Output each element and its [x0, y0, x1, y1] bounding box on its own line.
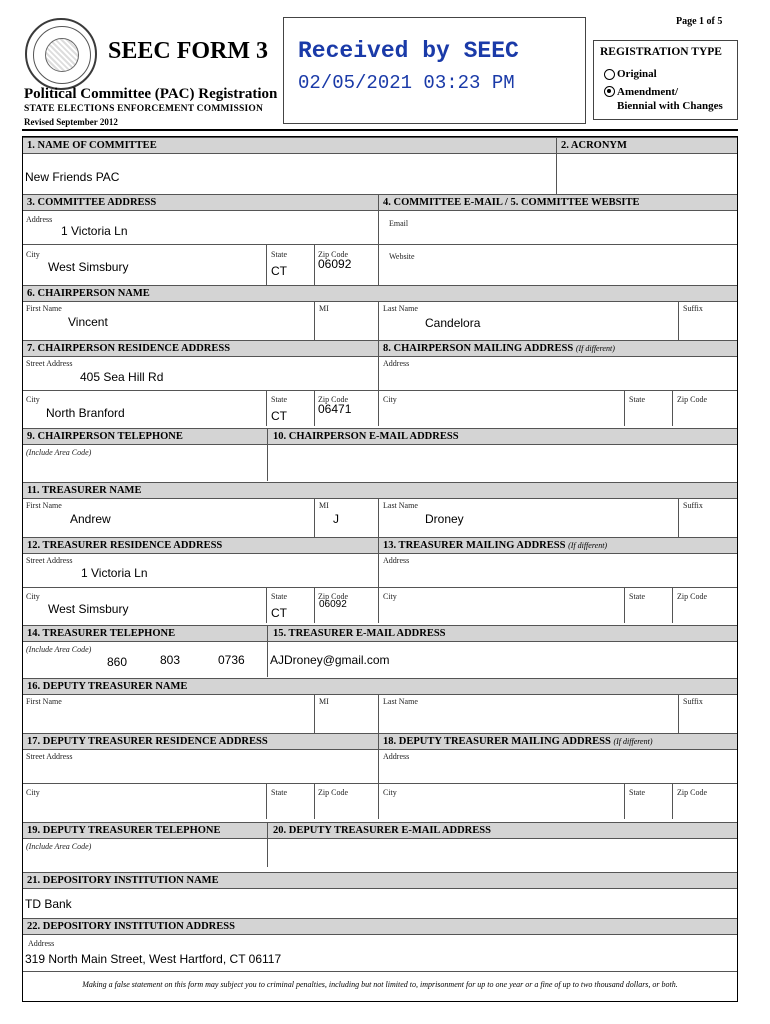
committee-address-label: Address [26, 215, 53, 224]
depository-address-field[interactable]: 319 North Main Street, West Hartford, CT 06117 [25, 952, 282, 966]
section-18-title [383, 736, 653, 747]
section-16-title: 16. DEPUTY TREASURER NAME [27, 681, 188, 692]
treas-street-field[interactable]: 1 Victoria Ln [81, 566, 148, 580]
committee-state-field[interactable]: CT [271, 264, 287, 278]
committee-city-field[interactable]: West Simsbury [48, 260, 129, 274]
treas-city-label: City [26, 592, 40, 601]
radio-amendment[interactable] [604, 86, 615, 97]
section-21-title: 21. DEPOSITORY INSTITUTION NAME [27, 875, 219, 886]
section-header-12-13 [23, 537, 737, 554]
chair-first-label: First Name [26, 304, 62, 313]
chair-city-field[interactable]: North Branford [46, 406, 125, 420]
section-header-21 [23, 872, 737, 889]
section-header-7-8 [23, 340, 737, 357]
section-1-title: 1. NAME OF COMMITTEE [27, 140, 157, 151]
received-timestamp: 02/05/2021 03:23 PM [298, 72, 515, 94]
section-13-note: (If different) [568, 541, 608, 550]
treas-first-label: First Name [26, 501, 62, 510]
section-11-title: 11. TREASURER NAME [27, 485, 142, 496]
seec-seal-logo [25, 18, 97, 90]
section-10-title: 10. CHAIRPERSON E-MAIL ADDRESS [273, 431, 459, 442]
section-header-16 [23, 678, 737, 695]
deputy-last-label: Last Name [383, 697, 418, 706]
chair-phone-label: (Include Area Code) [26, 448, 92, 457]
radio-amendment-label: Amendment/ [617, 86, 679, 98]
section-6-title: 6. CHAIRPERSON NAME [27, 288, 150, 299]
chair-mail-state-label: State [629, 395, 645, 404]
radio-original[interactable] [604, 69, 615, 80]
treas-mi-label: MI [319, 501, 329, 510]
section-7-title: 7. CHAIRPERSON RESIDENCE ADDRESS [27, 343, 231, 354]
section-header-9-10 [23, 428, 737, 445]
treas-suffix-label: Suffix [683, 501, 703, 510]
section-header-17-18 [23, 733, 737, 750]
form-title: SEEC FORM 3 [108, 38, 269, 64]
radio-original-label: Original [617, 68, 657, 80]
section-header-6 [23, 285, 737, 302]
section-header-19-20 [23, 822, 737, 839]
revision-date: Revised September 2012 [24, 117, 118, 127]
deputy-city-label: City [26, 788, 40, 797]
section-header-14-15 [23, 625, 737, 642]
chair-mail-address-label: Address [383, 359, 410, 368]
agency-name: STATE ELECTIONS ENFORCEMENT COMMISSION [24, 104, 264, 114]
section-17-title: 17. DEPUTY TREASURER RESIDENCE ADDRESS [27, 736, 268, 747]
treas-state-field[interactable]: CT [271, 606, 287, 620]
section-18-text: 18. DEPUTY TREASURER MAILING ADDRESS [383, 736, 611, 747]
chair-city-label: City [26, 395, 40, 404]
chair-mail-zip-label: Zip Code [677, 395, 707, 404]
deputy-mail-state-label: State [629, 788, 645, 797]
header-divider [22, 129, 738, 131]
deputy-first-label: First Name [26, 697, 62, 706]
treas-phone-line[interactable]: 0736 [218, 653, 245, 667]
chair-street-label: Street Address [26, 359, 73, 368]
chair-state-label: State [271, 395, 287, 404]
treas-state-label: State [271, 592, 287, 601]
section-22-title: 22. DEPOSITORY INSTITUTION ADDRESS [27, 921, 235, 932]
deputy-mail-city-label: City [383, 788, 397, 797]
deputy-suffix-label: Suffix [683, 697, 703, 706]
section-15-title: 15. TREASURER E-MAIL ADDRESS [273, 628, 446, 639]
treas-mail-city-label: City [383, 592, 397, 601]
section-4-5-title: 4. COMMITTEE E-MAIL / 5. COMMITTEE WEBSITE [383, 197, 640, 208]
treas-first-field[interactable]: Andrew [70, 512, 111, 526]
committee-city-label: City [26, 250, 40, 259]
section-header-11 [23, 482, 737, 499]
chair-first-field[interactable]: Vincent [68, 315, 108, 329]
form-subtitle: Political Committee (PAC) Registration [24, 86, 278, 102]
treas-city-field[interactable]: West Simsbury [48, 602, 129, 616]
chair-suffix-label: Suffix [683, 304, 703, 313]
treas-mail-address-label: Address [383, 556, 410, 565]
section-header-22 [23, 918, 737, 935]
chair-state-field[interactable]: CT [271, 409, 287, 423]
deputy-zip-label: Zip Code [318, 788, 348, 797]
page-number: Page 1 of 5 [676, 16, 723, 27]
section-13-title [383, 540, 607, 551]
committee-email-label: Email [389, 219, 409, 228]
radio-amendment-label-2: Biennial with Changes [617, 100, 723, 112]
treas-street-label: Street Address [26, 556, 73, 565]
treas-mail-zip-label: Zip Code [677, 592, 707, 601]
committee-address-field[interactable]: 1 Victoria Ln [61, 224, 128, 238]
section-12-title: 12. TREASURER RESIDENCE ADDRESS [27, 540, 223, 551]
deputy-phone-label: (Include Area Code) [26, 842, 92, 851]
chair-zip-field[interactable]: 06471 [318, 402, 352, 416]
chair-zip-label: Zip Code [318, 395, 348, 404]
received-stamp-box [283, 17, 586, 124]
treas-last-field[interactable]: Droney [425, 512, 464, 526]
chair-last-field[interactable]: Candelora [425, 316, 481, 330]
registration-type-title: REGISTRATION TYPE [600, 46, 722, 58]
deputy-mail-zip-label: Zip Code [677, 788, 707, 797]
committee-zip-field[interactable]: 06092 [318, 257, 352, 271]
chair-mail-city-label: City [383, 395, 397, 404]
registration-form [22, 136, 738, 1002]
treas-mail-state-label: State [629, 592, 645, 601]
section-20-title: 20. DEPUTY TREASURER E-MAIL ADDRESS [273, 825, 491, 836]
treas-mi-field[interactable]: J [333, 512, 339, 526]
committee-website-label: Website [389, 252, 415, 261]
treas-email-field[interactable]: AJDroney@gmail.com [270, 653, 390, 667]
committee-name-field[interactable]: New Friends PAC [25, 170, 120, 184]
deputy-street-label: Street Address [26, 752, 73, 761]
received-stamp: Received by SEEC [298, 38, 519, 64]
section-8-note: (If different) [575, 344, 615, 353]
section-8-text: 8. CHAIRPERSON MAILING ADDRESS [383, 343, 574, 354]
section-8-title [383, 343, 615, 354]
treas-phone-prefix[interactable]: 803 [160, 653, 181, 667]
chair-mi-label: MI [319, 304, 329, 313]
penalty-notice: Making a false statement on this form may subject you to criminal penalties, including but not limited to, imprisonment for up to one year or a fine of up to two thousand dollars, or both. [82, 980, 678, 989]
deputy-mail-address-label: Address [383, 752, 410, 761]
deputy-mi-label: MI [319, 697, 329, 706]
section-2-title: 2. ACRONYM [561, 140, 627, 151]
section-header-1-2 [23, 137, 737, 154]
depository-name-field[interactable]: TD Bank [25, 897, 72, 911]
treas-last-label: Last Name [383, 501, 418, 510]
section-header-3-4 [23, 194, 737, 211]
depository-address-label: Address [28, 939, 55, 948]
chair-last-label: Last Name [383, 304, 418, 313]
deputy-state-label: State [271, 788, 287, 797]
committee-state-label: State [271, 250, 287, 259]
section-3-title: 3. COMMITTEE ADDRESS [27, 197, 157, 208]
treas-phone-area[interactable]: 860 [107, 655, 128, 669]
section-19-title: 19. DEPUTY TREASURER TELEPHONE [27, 825, 221, 836]
section-18-note: (If different) [613, 737, 653, 746]
section-13-text: 13. TREASURER MAILING ADDRESS [383, 540, 566, 551]
treas-zip-label: Zip Code [318, 592, 348, 601]
section-9-title: 9. CHAIRPERSON TELEPHONE [27, 431, 183, 442]
chair-street-field[interactable]: 405 Sea Hill Rd [80, 370, 164, 384]
treas-phone-label: (Include Area Code) [26, 645, 92, 654]
section-14-title: 14. TREASURER TELEPHONE [27, 628, 176, 639]
treas-zip-field[interactable]: 06092 [319, 599, 347, 610]
committee-zip-label: Zip Code [318, 250, 348, 259]
